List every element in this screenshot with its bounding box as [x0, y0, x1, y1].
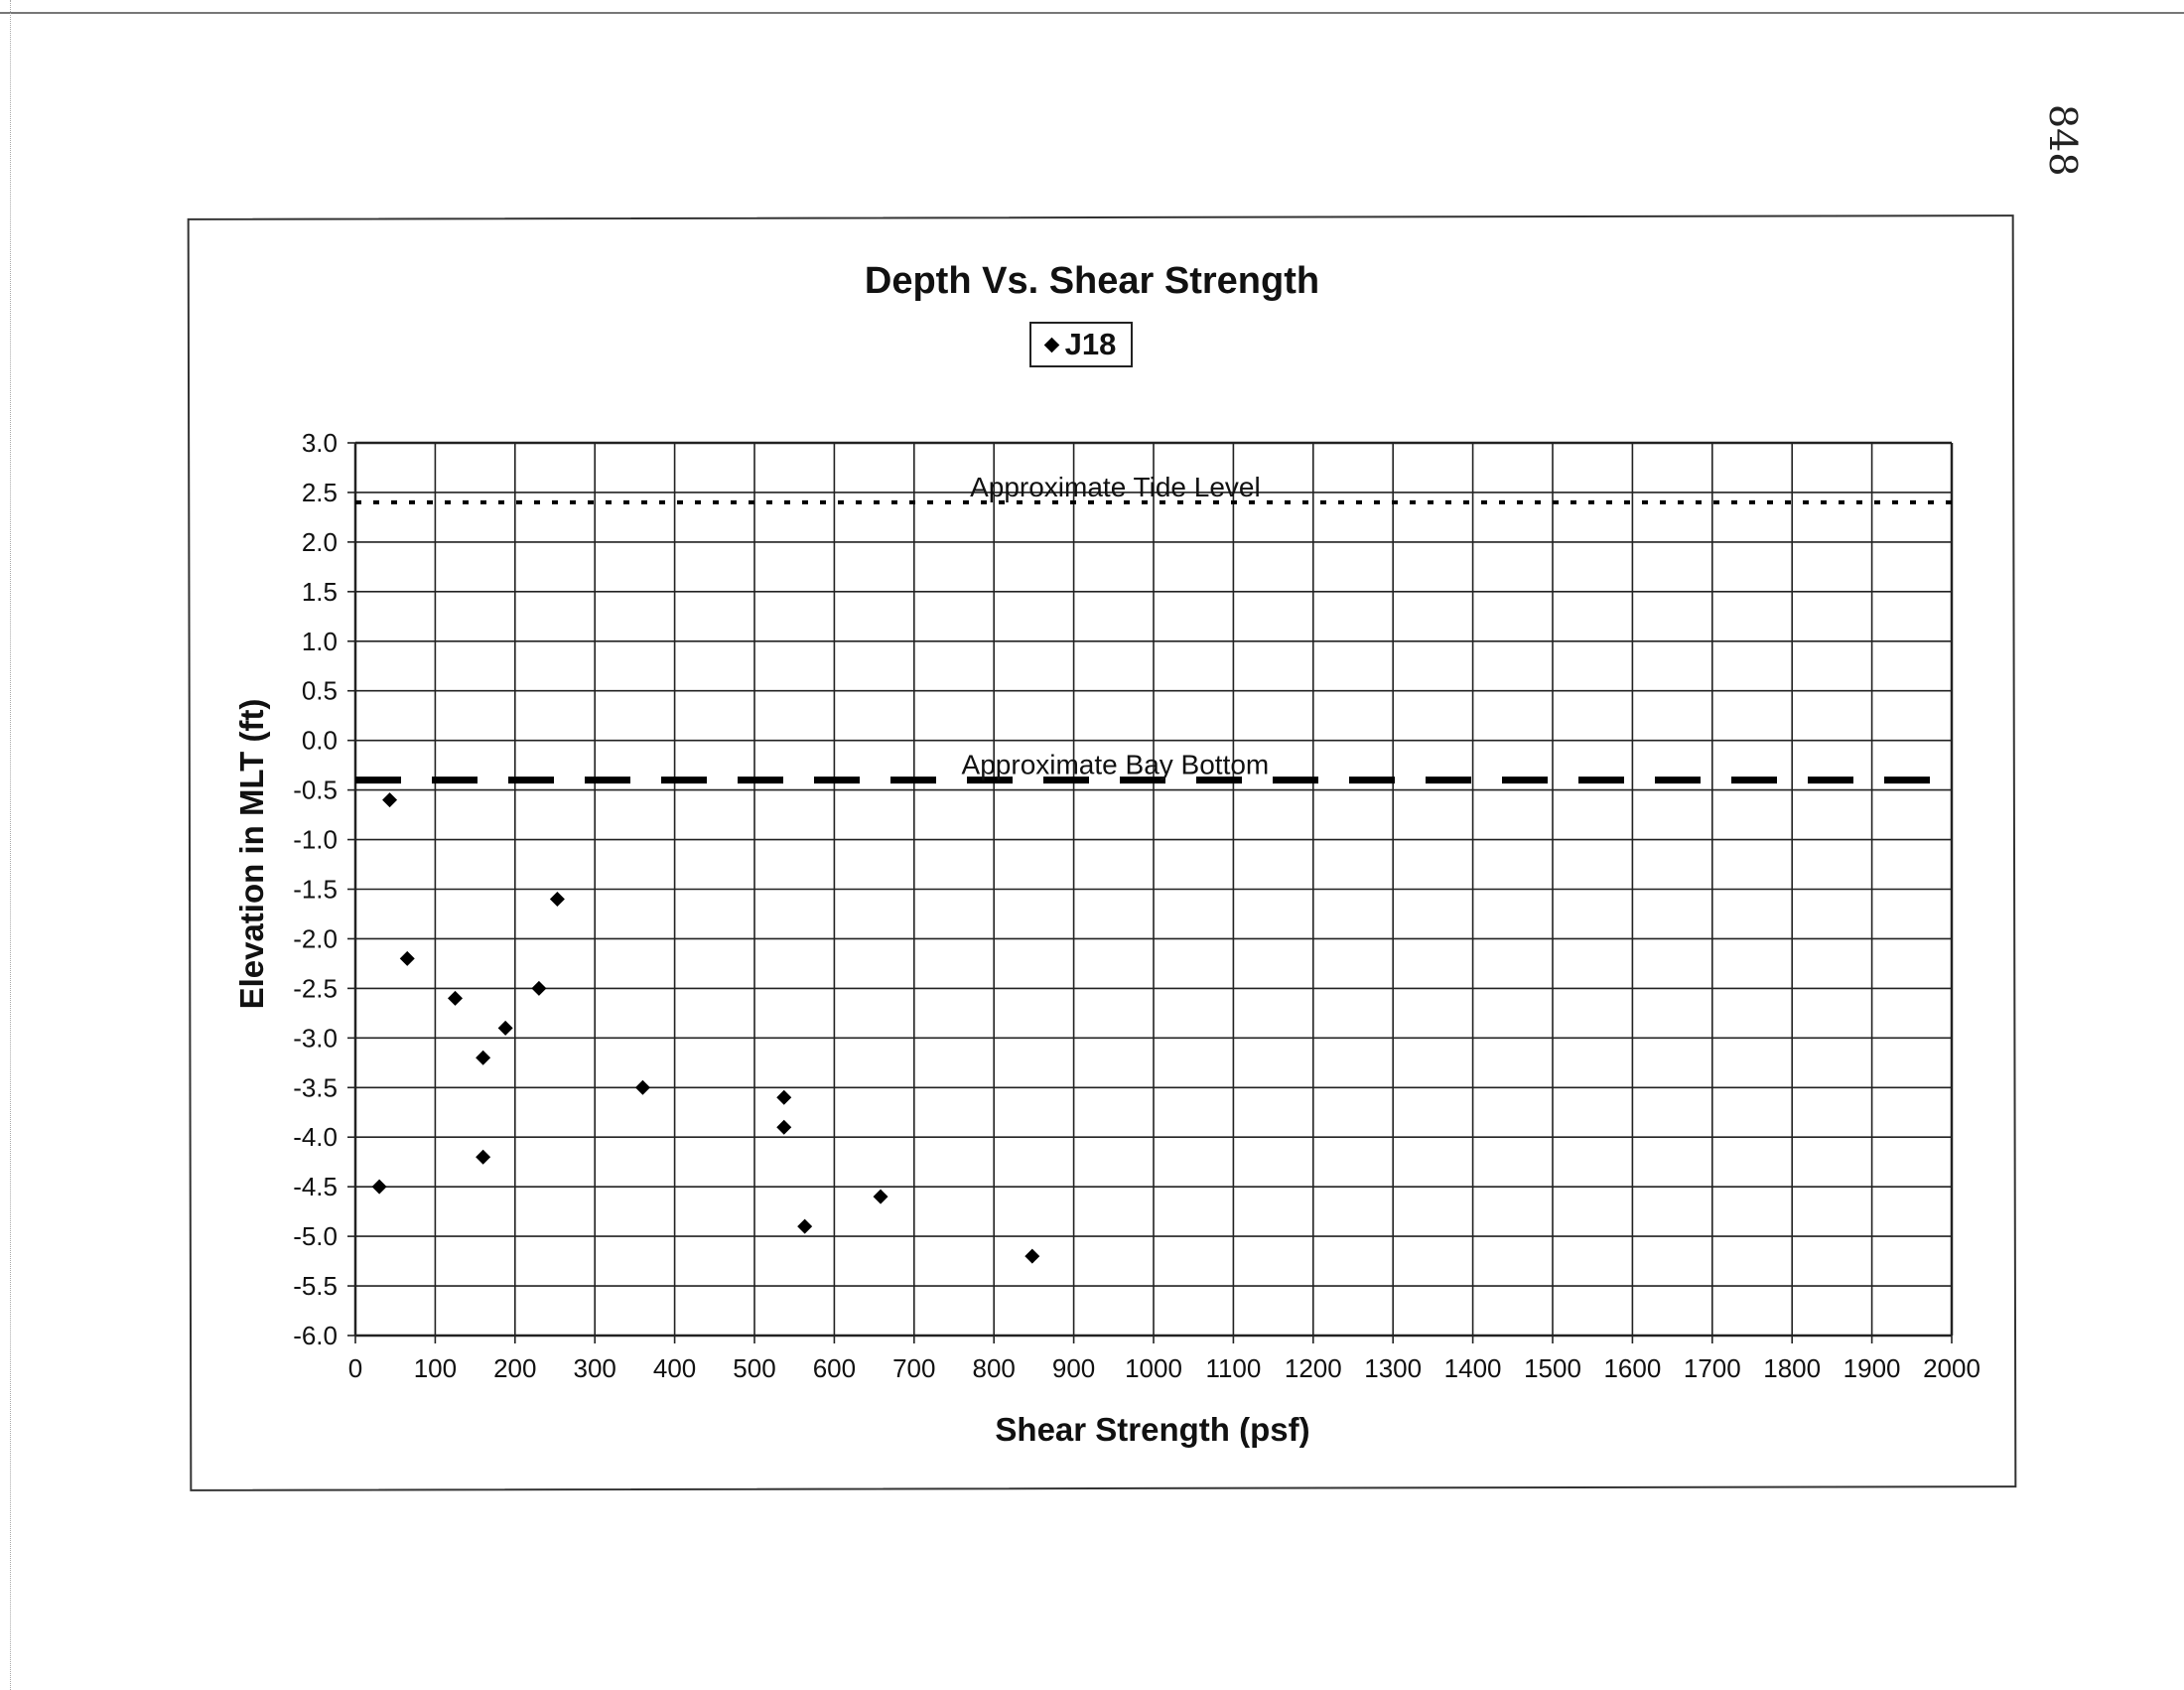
x-tick-label: 200 — [493, 1353, 537, 1383]
data-point-diamond — [550, 892, 565, 907]
data-point-diamond — [776, 1090, 791, 1105]
y-tick-label: -4.0 — [293, 1122, 338, 1153]
x-tick-label: 400 — [652, 1353, 697, 1383]
y-tick-label: 1.0 — [301, 626, 338, 656]
x-tick-label: 1900 — [1843, 1353, 1901, 1383]
x-tick-label: 1300 — [1364, 1353, 1423, 1383]
data-point-diamond — [382, 792, 397, 807]
y-tick-label: -6.0 — [293, 1321, 338, 1350]
y-tick-label: -1.0 — [293, 824, 338, 855]
data-point-diamond — [874, 1190, 888, 1204]
legend-series-label: J18 — [1064, 327, 1117, 361]
x-tick-label: 600 — [812, 1353, 857, 1383]
x-tick-label: 1400 — [1443, 1353, 1502, 1383]
y-tick-label: -4.5 — [293, 1172, 338, 1202]
x-tick-label: 1600 — [1603, 1353, 1662, 1383]
y-tick-label: -5.0 — [293, 1221, 338, 1252]
x-tick-label: 1000 — [1125, 1353, 1182, 1383]
grid-lines — [347, 443, 1952, 1343]
x-tick-label: 700 — [892, 1353, 936, 1383]
x-tick-label: 500 — [733, 1353, 776, 1383]
data-point-diamond — [476, 1150, 490, 1165]
data-point-diamond — [476, 1051, 490, 1065]
data-point-diamond — [635, 1080, 650, 1095]
x-tick-label: 1800 — [1763, 1353, 1822, 1383]
tick-labels — [293, 428, 1980, 1383]
y-tick-label: 0.0 — [301, 725, 338, 756]
y-tick-label: -2.5 — [293, 973, 338, 1004]
y-tick-label: -0.5 — [293, 775, 338, 805]
chart-title: Depth Vs. Shear Strength — [864, 260, 1320, 302]
y-tick-label: -1.5 — [293, 874, 338, 905]
data-point-diamond — [498, 1021, 513, 1036]
data-point-diamond — [400, 951, 415, 966]
x-tick-label: 1500 — [1524, 1353, 1581, 1383]
x-tick-label: 0 — [347, 1353, 363, 1383]
y-tick-label: 2.0 — [301, 526, 338, 557]
data-point-diamond — [448, 991, 463, 1006]
x-tick-label: 100 — [413, 1353, 458, 1383]
data-points — [372, 792, 1040, 1263]
x-tick-label: 2000 — [1923, 1353, 1980, 1383]
x-tick-label: 1200 — [1284, 1353, 1342, 1383]
x-tick-label: 800 — [972, 1353, 1016, 1383]
y-tick-label: -3.5 — [293, 1072, 338, 1103]
y-tick-label: 1.5 — [301, 576, 338, 607]
x-tick-label: 900 — [1051, 1353, 1096, 1383]
y-tick-label: -5.5 — [293, 1271, 338, 1302]
y-tick-label: -2.0 — [293, 923, 338, 954]
data-point-diamond — [531, 981, 546, 996]
x-tick-label: 300 — [573, 1353, 616, 1383]
bay-bottom-label: Approximate Bay Bottom — [961, 749, 1270, 780]
x-tick-label: 1700 — [1683, 1353, 1741, 1383]
y-axis-label: Elevation in MLT (ft) — [233, 698, 270, 1010]
y-tick-label: 2.5 — [301, 477, 338, 507]
y-tick-label: 3.0 — [301, 428, 338, 458]
tide-level-label: Approximate Tide Level — [970, 471, 1261, 502]
x-tick-label: 1100 — [1205, 1353, 1262, 1383]
page-margin-note: 848 — [2041, 104, 2085, 177]
data-point-diamond — [372, 1180, 387, 1195]
data-point-diamond — [797, 1219, 812, 1234]
data-point-diamond — [776, 1120, 791, 1135]
y-tick-label: -3.0 — [293, 1023, 338, 1054]
y-tick-label: 0.5 — [301, 675, 338, 706]
data-point-diamond — [1024, 1249, 1039, 1264]
x-axis-label: Shear Strength (psf) — [995, 1411, 1310, 1448]
